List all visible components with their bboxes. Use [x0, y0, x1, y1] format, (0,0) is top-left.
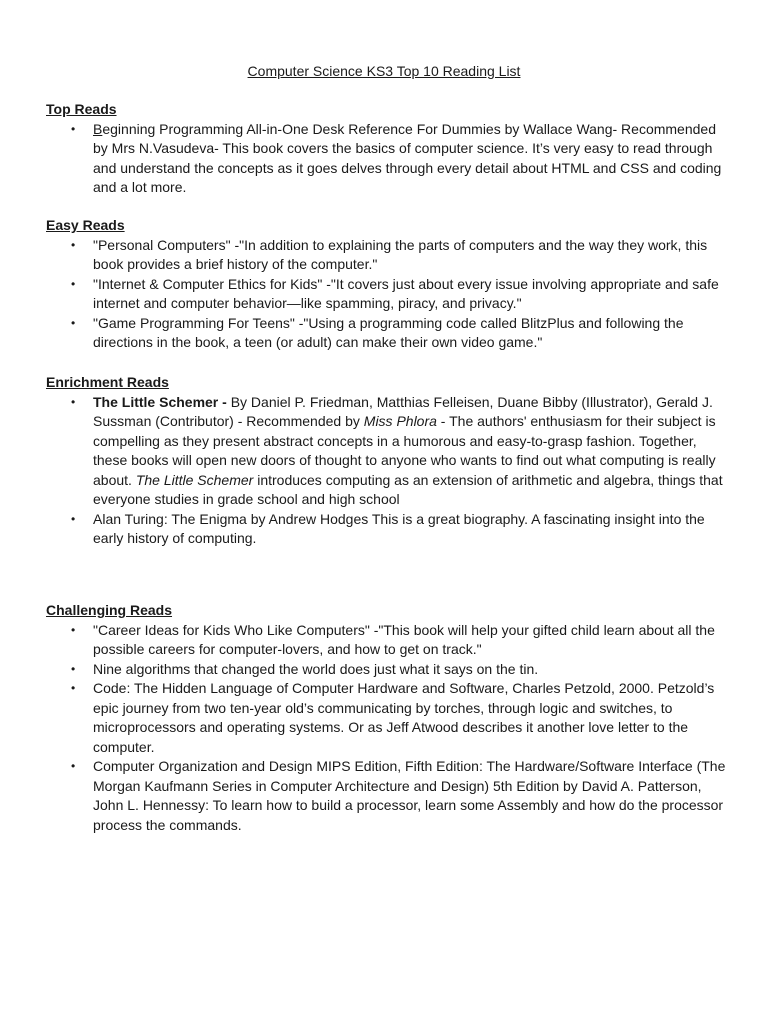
top-reads-list: [46, 120, 726, 198]
section-heading-easy-reads: Easy Reads: [46, 217, 125, 233]
section-heading-challenging-reads: Challenging Reads: [46, 602, 173, 618]
section-heading-top-reads: Top Reads: [46, 101, 117, 117]
section-top-reads: [46, 100, 726, 198]
bullet-icon: •: [71, 622, 76, 637]
bullet-icon: •: [71, 759, 76, 773]
bullet-icon: •: [71, 511, 76, 526]
bullet-icon: •: [71, 121, 76, 136]
item-text: "Career Ideas for Kids Who Like Computers" -"This book will help your gifted child learn about all the possible careers for computer-lovers, and how to get on track.": [93, 621, 715, 657]
item-text: "Game Programming For Teens" -"Using a programming code called BlitzPlus and following the directions in the book, a teen (or adult) can make their own video game.": [93, 314, 684, 350]
item-first-letter: B: [93, 120, 103, 137]
item-text: By Daniel P. Friedman, Matthias Felleisen, Duane Bibby (Illustrator), Gerald J. Sussman (Contributor) - Recommended by: [93, 393, 713, 429]
section-enrichment-reads: [46, 373, 726, 549]
list-item: [46, 679, 726, 757]
list-item: [46, 510, 726, 549]
item-text: Code: The Hidden Language of Computer Hardware and Software, Charles Petzold, 2000. Petzold’s epic journey from two ten-year old’s communicating by torches, through logic and switches, to microprocessors and operating systems. Or as Jeff Atwood describes it another love letter to the computer.: [93, 680, 715, 755]
page-title: Computer Science KS3 Top 10 Reading List: [247, 63, 521, 79]
bullet-icon: •: [71, 276, 76, 291]
list-item: [46, 757, 726, 835]
item-text: Computer Organization and Design MIPS Edition, Fifth Edition: The Hardware/Software Interface (The Morgan Kaufmann Series in Computer Architecture and Design) 5th Edition by David A. Patterson, John L. Hennessy: To learn how to build a processor, learn some Assembly and how do the processor process the commands.: [93, 758, 726, 833]
list-item: [46, 236, 726, 275]
item-text: - The authors' enthusiasm for their subject is compelling as they present abstract concepts in a humorous and easy-to-grasp fashion. Together, these books will open new doors of thought to anyone who wants to find out what computing is really about.: [93, 413, 716, 488]
item-text: "Internet & Computer Ethics for Kids" -"It covers just about every issue involving appropriate and safe internet and computer behavior—like spamming, piracy, and privacy.": [93, 275, 719, 311]
section-heading-enrichment-reads: Enrichment Reads: [46, 374, 169, 390]
item-recommender: Miss Phlora: [363, 413, 437, 429]
list-item: [46, 314, 726, 353]
item-text: "Personal Computers" -"In addition to explaining the parts of computers and the way they work, this book provides a brief history of the computer.": [93, 236, 708, 272]
bullet-icon: •: [71, 681, 76, 695]
challenging-reads-list: [46, 621, 726, 836]
bullet-icon: •: [71, 661, 76, 676]
list-item: [46, 393, 726, 510]
item-inline-title: The Little Schemer: [135, 471, 254, 488]
item-text: Nine algorithms that changed the world does just what it says on the tin.: [93, 660, 539, 677]
item-text: introduces computing as an extension of arithmetic and algebra, things that everyone studies in grade school and high school: [93, 471, 723, 507]
bullet-icon: •: [71, 394, 76, 409]
bullet-icon: •: [71, 315, 76, 330]
easy-reads-list: [46, 236, 726, 353]
list-item: [46, 120, 726, 198]
bullet-icon: •: [71, 237, 76, 252]
item-text: eginning Programming All-in-One Desk Reference For Dummies by Wallace Wang- Recommended by Mrs N.Vasudeva- This book covers the basics of computer science. It’s very easy to read through and understand the concepts as it goes delves through every detail about HTML and CSS and coding and a lot more.: [93, 120, 722, 195]
item-text: Alan Turing: The Enigma by Andrew Hodges This is a great biography. A fascinating insight into the early history of computing.: [93, 510, 705, 546]
enrichment-reads-list: [46, 393, 726, 549]
list-item: [46, 275, 726, 314]
list-item: [46, 660, 726, 680]
section-challenging-reads: [46, 601, 726, 835]
section-easy-reads: [46, 216, 726, 353]
list-item: [46, 621, 726, 660]
item-book-title: The Little Schemer -: [93, 393, 227, 410]
